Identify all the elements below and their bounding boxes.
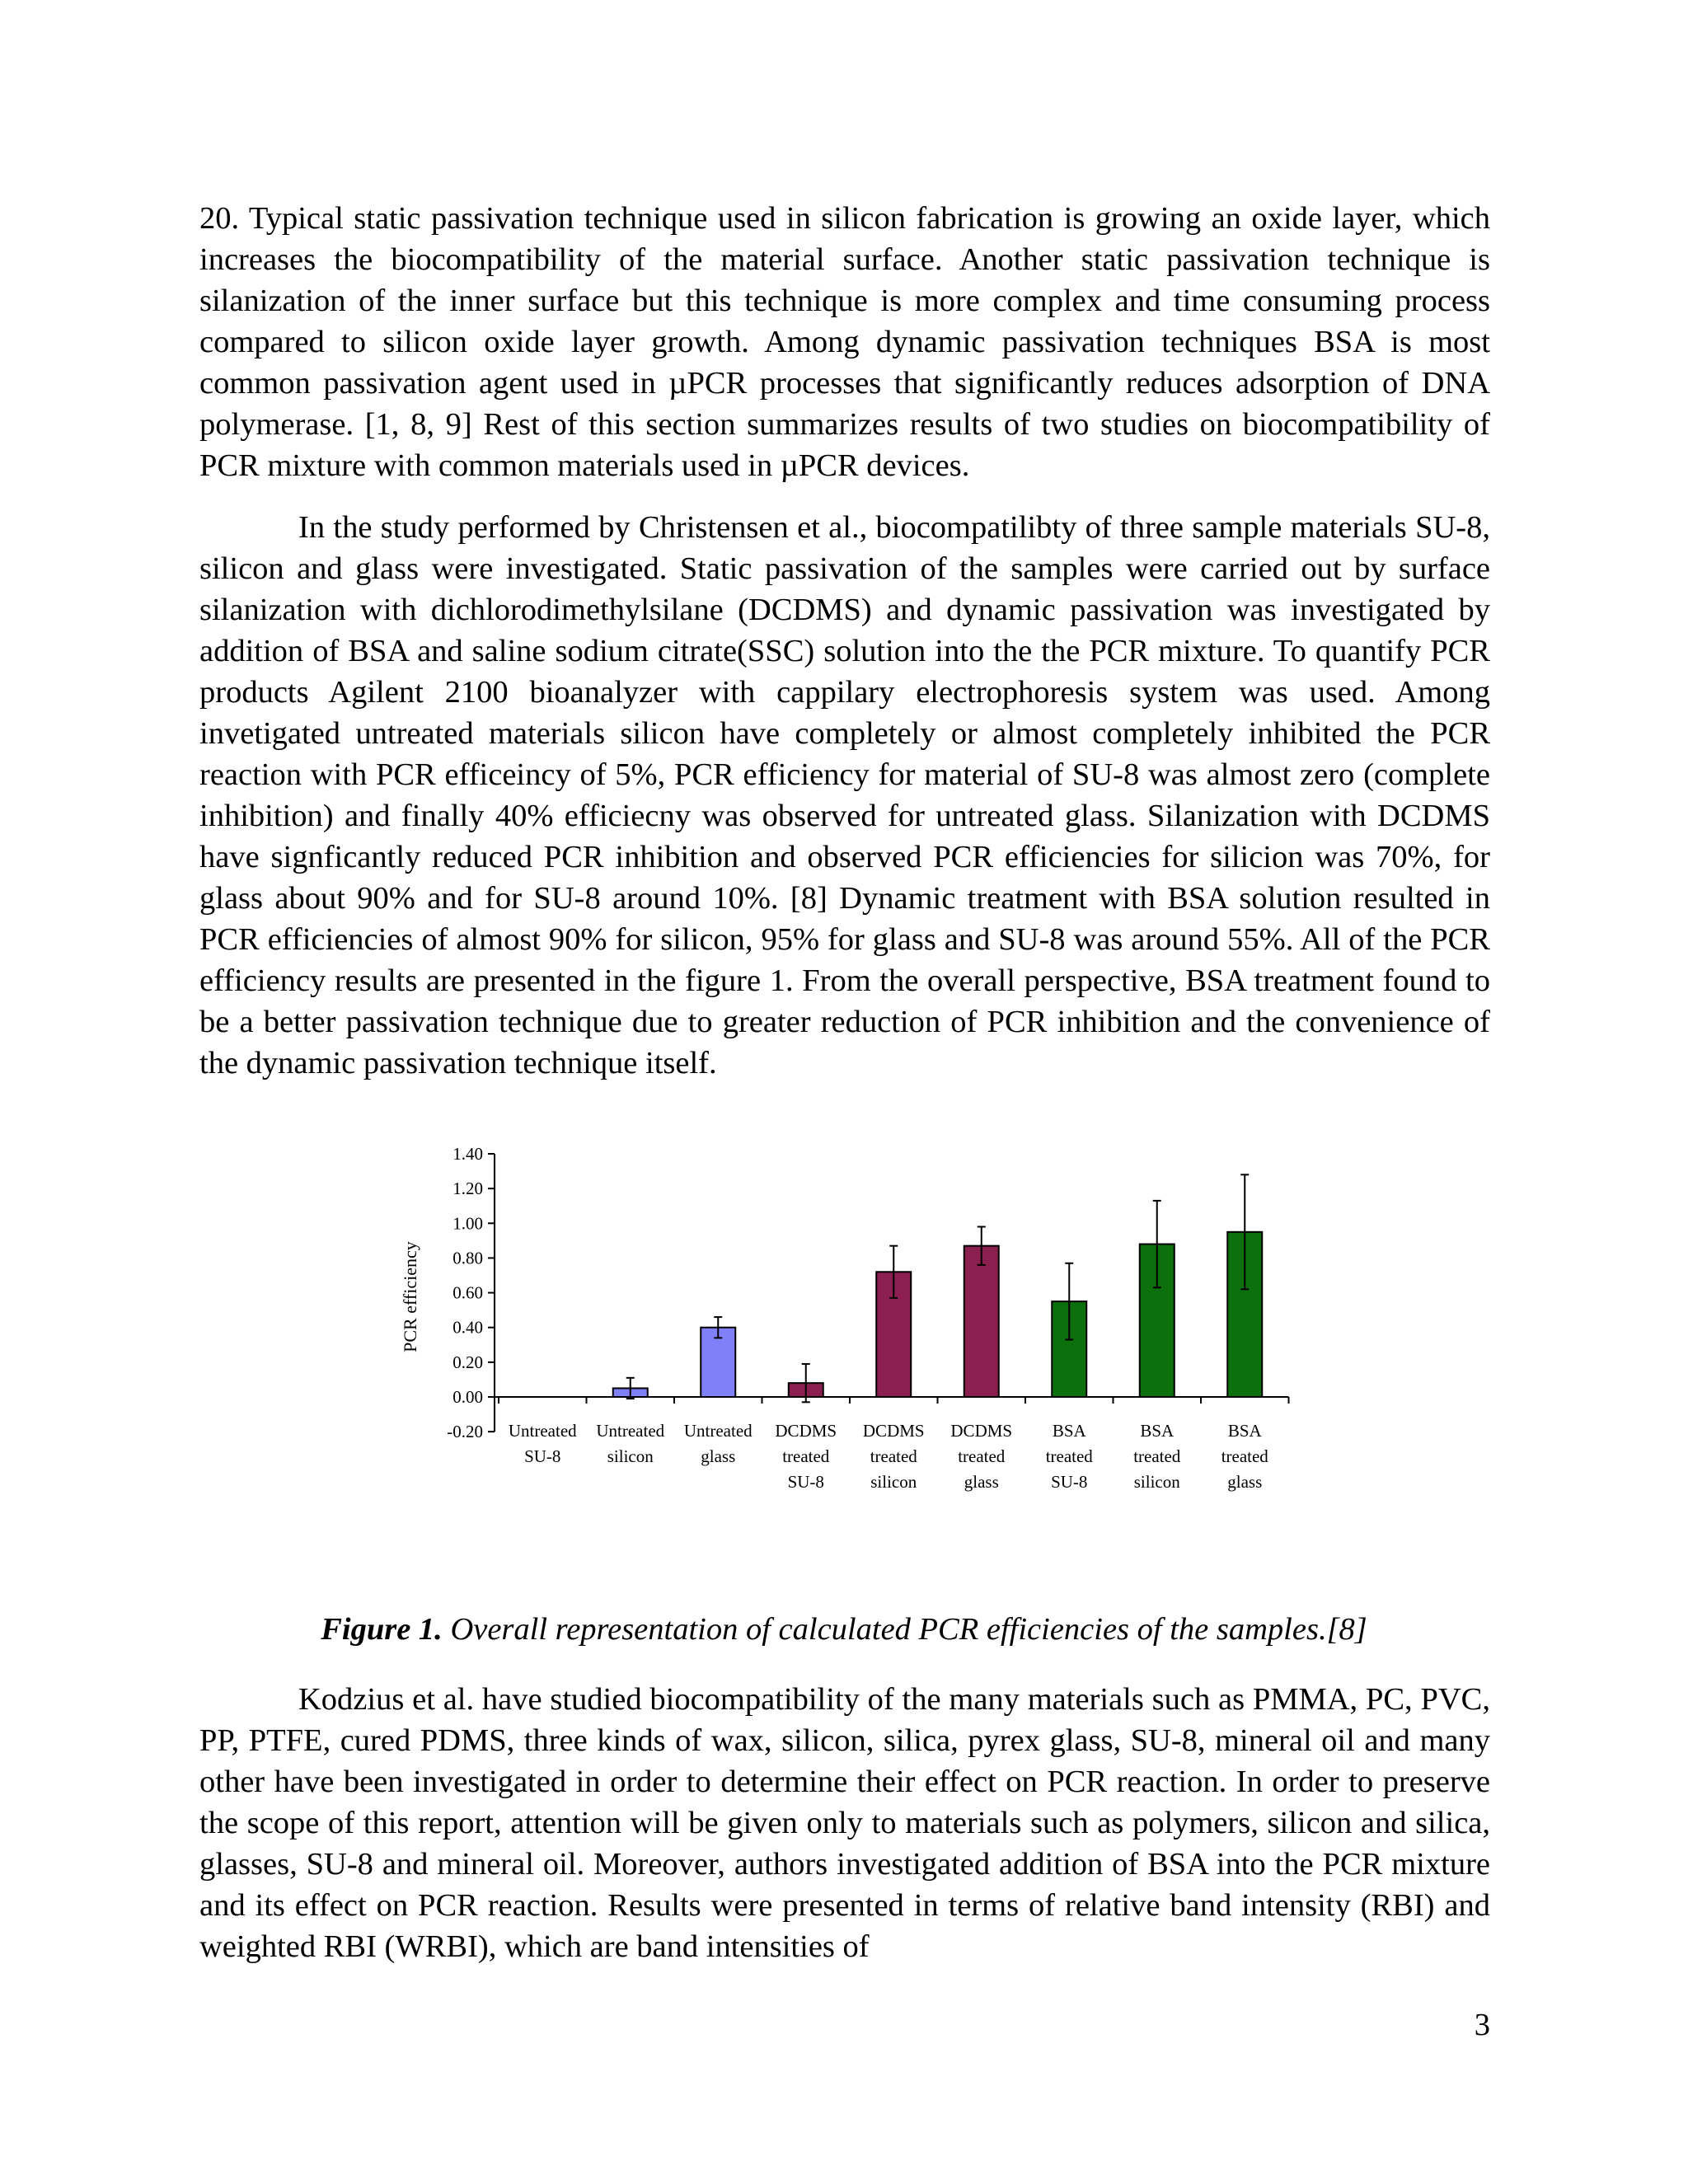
category-label: silicon: [607, 1446, 654, 1466]
category-label: treated: [1221, 1446, 1268, 1466]
category-label: BSA: [1227, 1421, 1262, 1441]
category-label: silicon: [870, 1472, 917, 1492]
category-label: BSA: [1140, 1421, 1175, 1441]
category-label: treated: [1133, 1446, 1181, 1466]
category-label: DCDMS: [775, 1421, 837, 1441]
category-label: silicon: [1133, 1472, 1180, 1492]
category-label: BSA: [1052, 1421, 1086, 1441]
category-label: SU-8: [1051, 1472, 1088, 1492]
pcr-efficiency-bar-chart: [379, 1133, 1311, 1603]
category-label: glass: [701, 1446, 736, 1466]
category-label: DCDMS: [862, 1421, 925, 1441]
y-axis-title: PCR efficiency: [400, 1241, 420, 1352]
y-tick-label: 0.00: [452, 1387, 483, 1407]
category-label: Untreated: [683, 1421, 753, 1441]
category-label: Untreated: [596, 1421, 665, 1441]
paragraph-christensen-study: In the study performed by Christensen et al., biocompatilibty of three sample materials SU-8, silicon and glass were investigated. Static passivation of the samples were carried out by surface silanization with dichlorodimethylsilane (DCDMS) and dynamic passivation was investigated by addition of BSA and saline sodium citrate(SSC) solution into the the PCR mixture. To quantify PCR products Agilent 2100 bioanalyzer with cappilary electrophoresis system was used. Among invetigated untreated materials silicon have completely or almost completely inhibited the PCR reaction with PCR efficeincy of 5%, PCR efficiency for material of SU-8 was almost zero (complete inhibition) and finally 40% efficiecny was observed for untreated glass. Silanization with DCDMS have signficantly reduced PCR inhibition and observed PCR efficiencies for silicion was 70%, for glass about 90% and for SU-8 around 10%. [8] Dynamic treatment with BSA solution resulted in PCR efficiencies of almost 90% for silicon, 95% for glass and SU-8 was around 55%. All of the PCR efficiency results are presented in the figure 1. From the overall perspective, BSA treatment found to be a better passivation technique due to greater reduction of PCR inhibition and the convenience of the dynamic passivation technique itself.: [199, 510, 1490, 1080]
category-label: SU-8: [787, 1472, 824, 1492]
category-label: treated: [782, 1446, 830, 1466]
y-tick-label: 1.40: [452, 1144, 483, 1164]
paragraph-intro: 20. Typical static passivation technique used in silicon fabrication is growing an oxide layer, which increases the biocompatibility of the material surface. Another static passivation technique is silanization of the inner surface but this technique is more complex and time consuming process compared to silicon oxide layer growth. Among dynamic passivation techniques BSA is most common passivation agent used in µPCR processes that significantly reduces adsorption of DNA polymerase. [1, 8, 9] Rest of this section summarizes results of two studies on biocompatibility of PCR mixture with common materials used in µPCR devices.: [199, 201, 1490, 483]
chart-category-labels: [509, 1421, 1268, 1492]
figure-caption-text: Overall representation of calculated PCR efficiencies of the samples.[8]: [442, 1612, 1367, 1647]
category-label: treated: [870, 1446, 917, 1466]
y-tick-label: 0.40: [452, 1317, 483, 1338]
paragraph-kodzius-study: Kodzius et al. have studied biocompatibility of the many materials such as PMMA, PC, PVC, PP, PTFE, cured PDMS, three kinds of wax, silicon, silica, pyrex glass, SU-8, mineral oil and many other have been investigated in order to determine their effect on PCR reaction. In order to preserve the scope of this report, attention will be given only to materials such as polymers, silicon and silica, glasses, SU-8 and mineral oil. Moreover, authors investigated addition of BSA into the PCR mixture and its effect on PCR reaction. Results were presented in terms of relative band intensity (RBI) and weighted RBI (WRBI), which are band intensities of: [199, 1682, 1490, 1964]
category-label: glass: [964, 1472, 999, 1492]
y-tick-label: 0.20: [452, 1352, 483, 1372]
page-number: 3: [1474, 2008, 1490, 2042]
category-label: DCDMS: [950, 1421, 1013, 1441]
figure-caption-label: Figure 1.: [321, 1612, 443, 1647]
category-label: SU-8: [524, 1446, 561, 1466]
category-label: Untreated: [508, 1421, 577, 1441]
y-tick-label: 1.20: [452, 1179, 483, 1199]
y-tick-label: 0.60: [452, 1282, 483, 1303]
category-label: treated: [958, 1446, 1006, 1466]
category-label: glass: [1227, 1472, 1263, 1492]
figure-caption: [0, 1611, 1688, 1647]
category-label: treated: [1045, 1446, 1093, 1466]
y-tick-label: -0.20: [447, 1422, 483, 1442]
y-tick-label: 0.80: [452, 1248, 483, 1268]
y-tick-label: 1.00: [452, 1213, 483, 1234]
bar-dcdms-treated-glass: [964, 1246, 999, 1397]
